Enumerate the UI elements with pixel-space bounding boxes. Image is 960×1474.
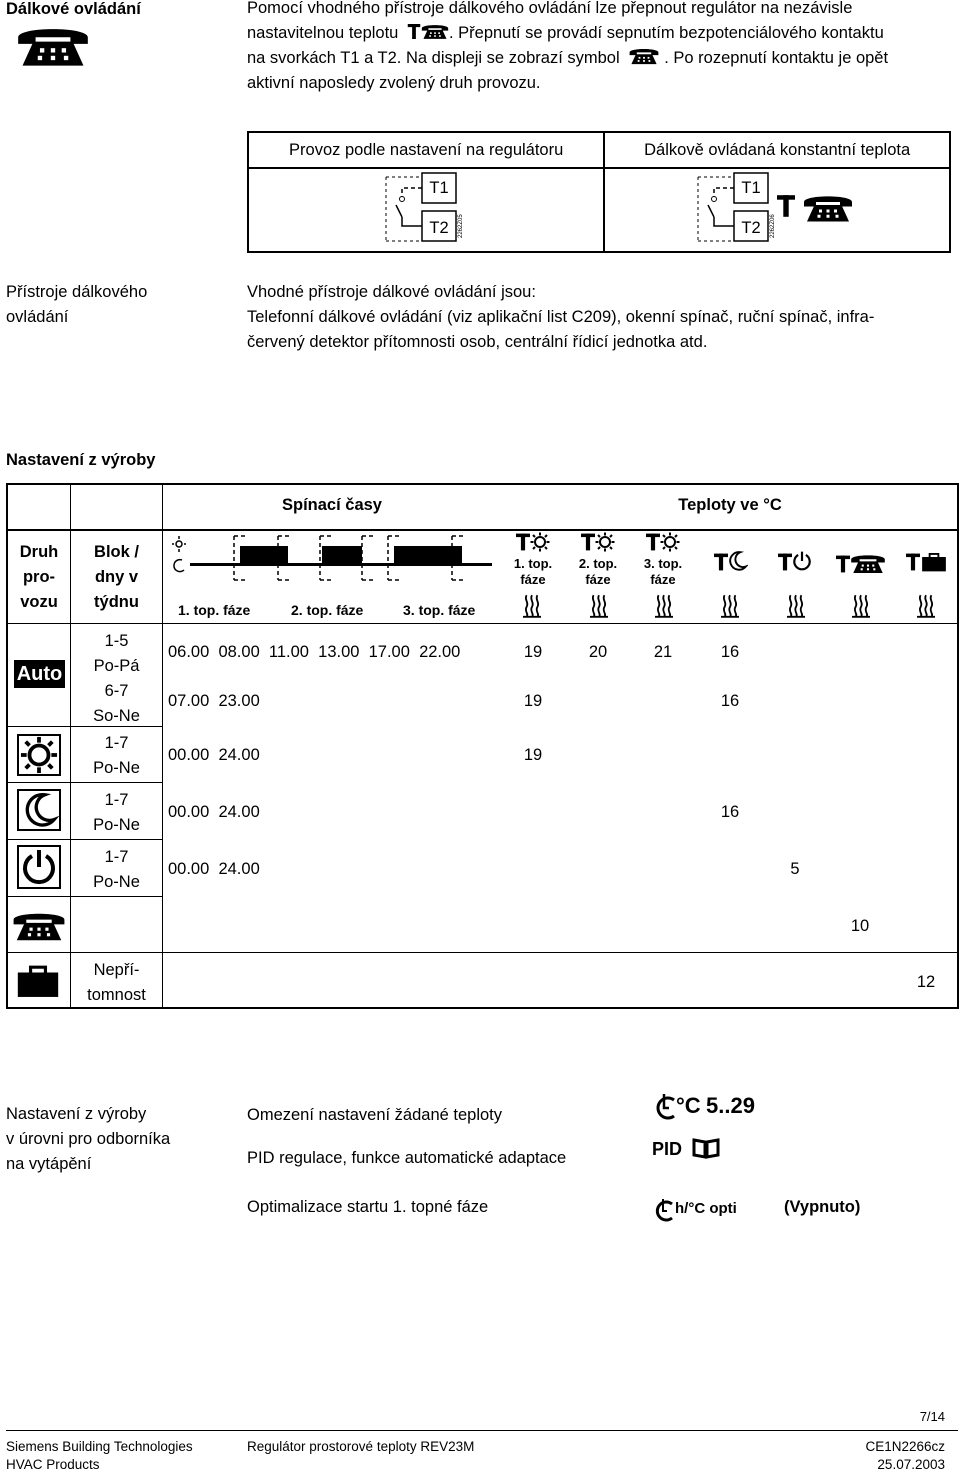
moon-icon	[726, 550, 748, 572]
terminal-t2-label: T2	[429, 219, 449, 237]
mode-column-header: Druh pro- vozu	[19, 543, 59, 611]
row3-times: 00.00 24.00	[168, 746, 260, 764]
factory-heading: Nastavení z výroby	[6, 451, 156, 469]
reduced-mode-icon	[17, 789, 61, 831]
row3-days: 1-7 Po-Ne	[93, 734, 140, 777]
footer-product: Regulátor prostorové teploty REV23M	[247, 1439, 475, 1454]
t-symbol-icon	[407, 24, 421, 39]
book-icon	[692, 1137, 720, 1159]
terminal-t2-label: T2	[741, 219, 761, 237]
heating-icon	[590, 594, 608, 618]
devices-text: Vhodné přístroje dálkové ovládání jsou: Telefonní dálkové ovládání (viz aplikační list C209), okenní spínač, ruční spínač, infra- červený detektor přítomnosti osob, centrální řídicí jednotka atd.	[247, 283, 875, 351]
row1-temp2: 20	[588, 643, 608, 661]
t-symbol-icon	[581, 533, 595, 551]
holiday-case-icon	[16, 964, 60, 998]
row4-days: 1-7 Po-Ne	[93, 791, 140, 834]
switch-times-header: Spínací časy	[282, 496, 382, 514]
comparison-col2-header: Dálkově ovládaná konstantní teplota	[604, 132, 950, 168]
hand-clock-icon	[654, 1092, 678, 1122]
pid-symbol: PID	[652, 1139, 683, 1159]
comparison-col1-header: Provoz podle nastavení na regulátoru	[248, 132, 604, 168]
terminal-t1-label: T1	[741, 179, 761, 197]
phone-icon	[850, 553, 886, 574]
terminal-t1-label: T1	[429, 179, 449, 197]
phone-icon	[12, 910, 66, 942]
phone-icon	[16, 24, 90, 68]
sun-icon	[660, 532, 680, 552]
figure-code: 2262Z06	[770, 214, 776, 238]
t-symbol-icon	[646, 533, 660, 551]
block-column-header: Blok / dny v týdnu	[94, 543, 139, 611]
phase1-label: 1. top. fáze	[178, 602, 251, 618]
row2-times: 07.00 23.00	[168, 692, 260, 710]
sun-icon	[530, 532, 550, 552]
footer-company: Siemens Building Technologies HVAC Products	[6, 1439, 193, 1472]
limit-value: 5..29	[706, 1093, 755, 1118]
row1-temp1: 19	[523, 643, 543, 661]
row2-temp1: 19	[523, 692, 543, 710]
phone-icon	[624, 47, 664, 65]
hand-clock-icon	[654, 1198, 676, 1222]
sun-icon	[19, 736, 59, 774]
row1-temp-reduced: 16	[720, 643, 740, 661]
row7-days: Nepří- tomnost	[87, 961, 146, 1004]
opti-value: (Vypnuto)	[784, 1198, 861, 1216]
row-days: 1-5 Po-Pá 6-7 So-Ne	[93, 632, 140, 725]
standby-power-icon	[791, 550, 813, 572]
holiday-case-icon	[921, 552, 947, 572]
switching-timeline-graphic	[170, 532, 500, 584]
terminal-comparison-table	[247, 131, 951, 253]
phone-icon	[421, 23, 449, 40]
row4-times: 00.00 24.00	[168, 803, 260, 821]
heating-icon	[523, 594, 541, 618]
sun-icon	[595, 532, 615, 552]
moon-icon	[19, 791, 59, 829]
opti-symbol: h/°C opti	[675, 1200, 737, 1217]
devices-heading: Přístroje dálkového ovládání	[6, 283, 148, 326]
phase3-label: 3. top. fáze	[403, 602, 476, 618]
t-symbol-icon	[906, 553, 920, 571]
row6-temp-remote: 10	[850, 917, 870, 935]
section-heading-remote: Dálkové ovládání	[6, 0, 141, 18]
page-number: 7/14	[919, 1409, 945, 1424]
heating-icon	[787, 594, 805, 618]
row2-temp-reduced: 16	[720, 692, 740, 710]
temp-phase3-header: 3. top. fáze	[643, 556, 683, 587]
remote-paragraph: Pomocí vhodného přístroje dálkového ovládání lze přepnout regulátor na nezávisle nastavitelnou teplotu . Přepnutí se provádí sepnutím bezpotenciálového kontaktu na svorkách T1 a T2. Na displeji se zobrazí symbol . Po rozepnutí kontaktu je opět aktivní naposledy zvolený druh provozu.	[247, 0, 889, 92]
row7-temp-absence: 12	[916, 973, 936, 991]
standby-mode-icon	[17, 845, 61, 889]
temp-phase2-header: 2. top. fáze	[578, 556, 618, 587]
standby-power-icon	[19, 847, 59, 887]
t-symbol-icon	[778, 553, 792, 571]
auto-mode-icon: Auto	[14, 660, 65, 688]
row5-times: 00.00 24.00	[168, 860, 260, 878]
expert-heading: Nastavení z výroby v úrovni pro odborníka na vytápění	[6, 1105, 171, 1173]
opti-label: Optimalizace startu 1. topné fáze	[247, 1198, 489, 1216]
row5-days: 1-7 Po-Ne	[93, 848, 140, 891]
comfort-mode-icon	[17, 734, 61, 776]
heating-icon	[917, 594, 935, 618]
heating-icon	[721, 594, 739, 618]
celsius-symbol: °C	[676, 1093, 701, 1118]
figure-code: 2262Z05	[458, 214, 464, 238]
row1-times: 06.00 08.00 11.00 13.00 17.00 22.00	[168, 643, 461, 661]
limit-label: Omezení nastavení žádané teploty	[247, 1106, 502, 1124]
t-symbol-icon	[777, 194, 795, 218]
phone-icon	[802, 193, 854, 223]
pid-label: PID regulace, funkce automatické adaptace	[247, 1149, 567, 1167]
temp-phase1-header: 1. top. fáze	[513, 556, 553, 587]
heating-icon	[852, 594, 870, 618]
phase2-label: 2. top. fáze	[291, 602, 364, 618]
t-symbol-icon	[516, 533, 530, 551]
t-symbol-icon	[836, 555, 850, 573]
row4-temp-reduced: 16	[720, 803, 740, 821]
row5-temp-standby: 5	[790, 860, 800, 878]
row3-temp1: 19	[523, 746, 543, 764]
footer-doc-info: CE1N2266cz 25.07.2003	[865, 1439, 945, 1472]
temperatures-header: Teploty ve °C	[678, 496, 782, 514]
heating-icon	[655, 594, 673, 618]
row1-temp3: 21	[653, 643, 673, 661]
